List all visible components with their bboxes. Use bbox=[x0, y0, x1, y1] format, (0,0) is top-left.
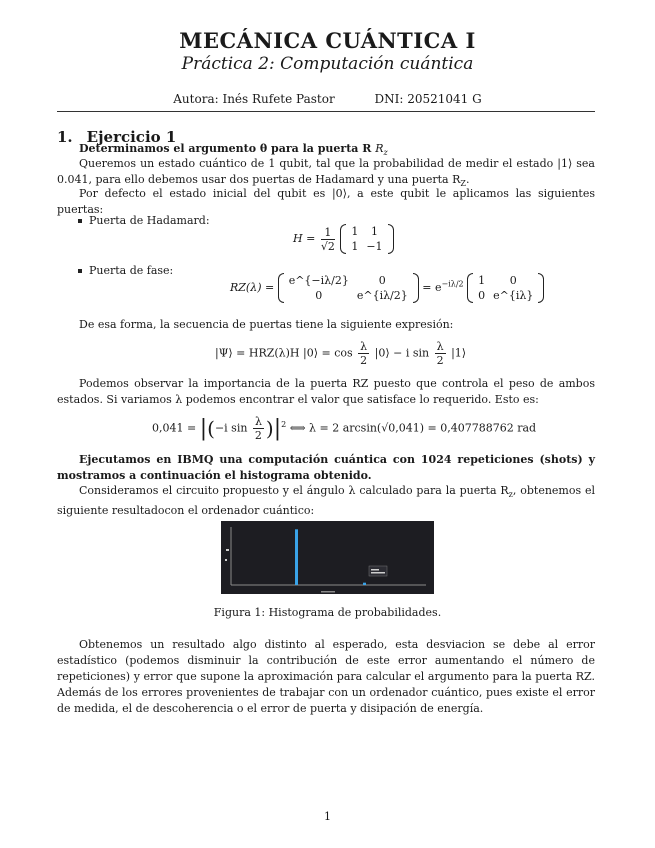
section-title: Ejercicio 1 bbox=[86, 128, 177, 146]
bullet-dot bbox=[78, 269, 82, 273]
y-tick-mark bbox=[226, 549, 229, 551]
histogram-chart bbox=[221, 521, 434, 594]
x-label-mark bbox=[321, 591, 335, 593]
page-number: 1 bbox=[324, 810, 331, 823]
author-dni: DNI: 20521041 G bbox=[374, 92, 482, 106]
bullet-phase: Puerta de fase: bbox=[78, 264, 173, 277]
y-tick-mark bbox=[225, 559, 227, 561]
histogram-figure bbox=[221, 521, 434, 594]
equation-psi: |Ψ⟩ = HRZ(λ)H |0⟩ = cos $\frac{\lambda}{2}$ |0⟩ − i sin $\frac{\lambda}{2}$ |1⟩ bbox=[215, 340, 467, 367]
author-name: Autora: Inés Rufete Pastor bbox=[173, 92, 335, 106]
paragraph-sequence: De esa forma, la secuencia de puertas tiene la siguiente expresión: bbox=[79, 318, 454, 331]
paragraph-circuit: Consideramos el circuito propuesto y el ángulo λ calculado para la puerta $R_z$, obtenemos el siguiente resultadocon el ordenador cuántico: bbox=[57, 484, 596, 518]
equation-hadamard: H = $\frac{1}{√2}$ 1 1 1 −1 bbox=[293, 224, 394, 254]
chart-tooltip bbox=[369, 566, 387, 576]
author-line bbox=[0, 92, 655, 106]
histogram-bar-0 bbox=[295, 529, 298, 585]
tooltip-line bbox=[371, 572, 385, 574]
bullet-dot bbox=[78, 219, 82, 223]
document-title: MECÁNICA CUÁNTICA I bbox=[179, 28, 476, 53]
header-rule bbox=[57, 111, 595, 112]
document-subtitle: Práctica 2: Computación cuántica bbox=[181, 54, 474, 74]
equation-lambda: 0,041 = |(−i sin $\frac{\lambda}{2}$ )$|^2$ ⟺ λ = 2 arcsin(√0,041) = 0,407788762 rad bbox=[152, 415, 537, 442]
tooltip-line bbox=[371, 569, 379, 571]
equation-rz: RZ(λ) = e^{−iλ/2} 0 0 e^{iλ/2} = $e^{-i\lambda/2}$ 1 0 0 e^{iλ} bbox=[230, 273, 544, 303]
paragraph-intro: Queremos un estado cuántico de 1 qubit, tal que la probabilidad de medir el estado |1⟩ sea 0.041, para ello debemos usar dos puertas de Hadamard y una puerta $R_Z$. bbox=[57, 157, 595, 189]
paragraph-initial-state: Por defecto el estado inicial del qubit es |0⟩, a este qubit le aplicamos las siguientes puertas: bbox=[57, 187, 595, 216]
figure-caption: Figura 1: Histograma de probabilidades. bbox=[213, 606, 442, 619]
bullet-hadamard: Puerta de Hadamard: bbox=[78, 214, 210, 227]
paragraph-conclusion: Obtenemos un resultado algo distinto al esperado, esta desviacion se debe al error estadístico (podemos disminuir la contribución de este error aumentando el número de repeticiones) y error que supone la aproximación para calcular el argumento para la puerta RZ. Además de los errores provenientes de trabajar con un ordenador cuántico, pues existe el error de medida, el de descoherencia o el error de puerta y disipación de energía. bbox=[57, 638, 595, 715]
subheading-ibmq: Ejecutamos en IBMQ una computación cuántica con 1024 repeticiones (shots) y mostramos a continuación el histograma obtenido. bbox=[57, 453, 595, 482]
subheading-argument: Determinamos el argumento θ para la puerta R $R_z$ bbox=[79, 142, 388, 158]
section-number: 1. bbox=[57, 128, 73, 146]
histogram-bar-1 bbox=[363, 583, 366, 585]
paragraph-importance: Podemos observar la importancia de la puerta RZ puesto que controla el peso de ambos estados. Si variamos λ podemos encontrar el valor que satisface lo requerido. Esto es: bbox=[57, 377, 595, 406]
